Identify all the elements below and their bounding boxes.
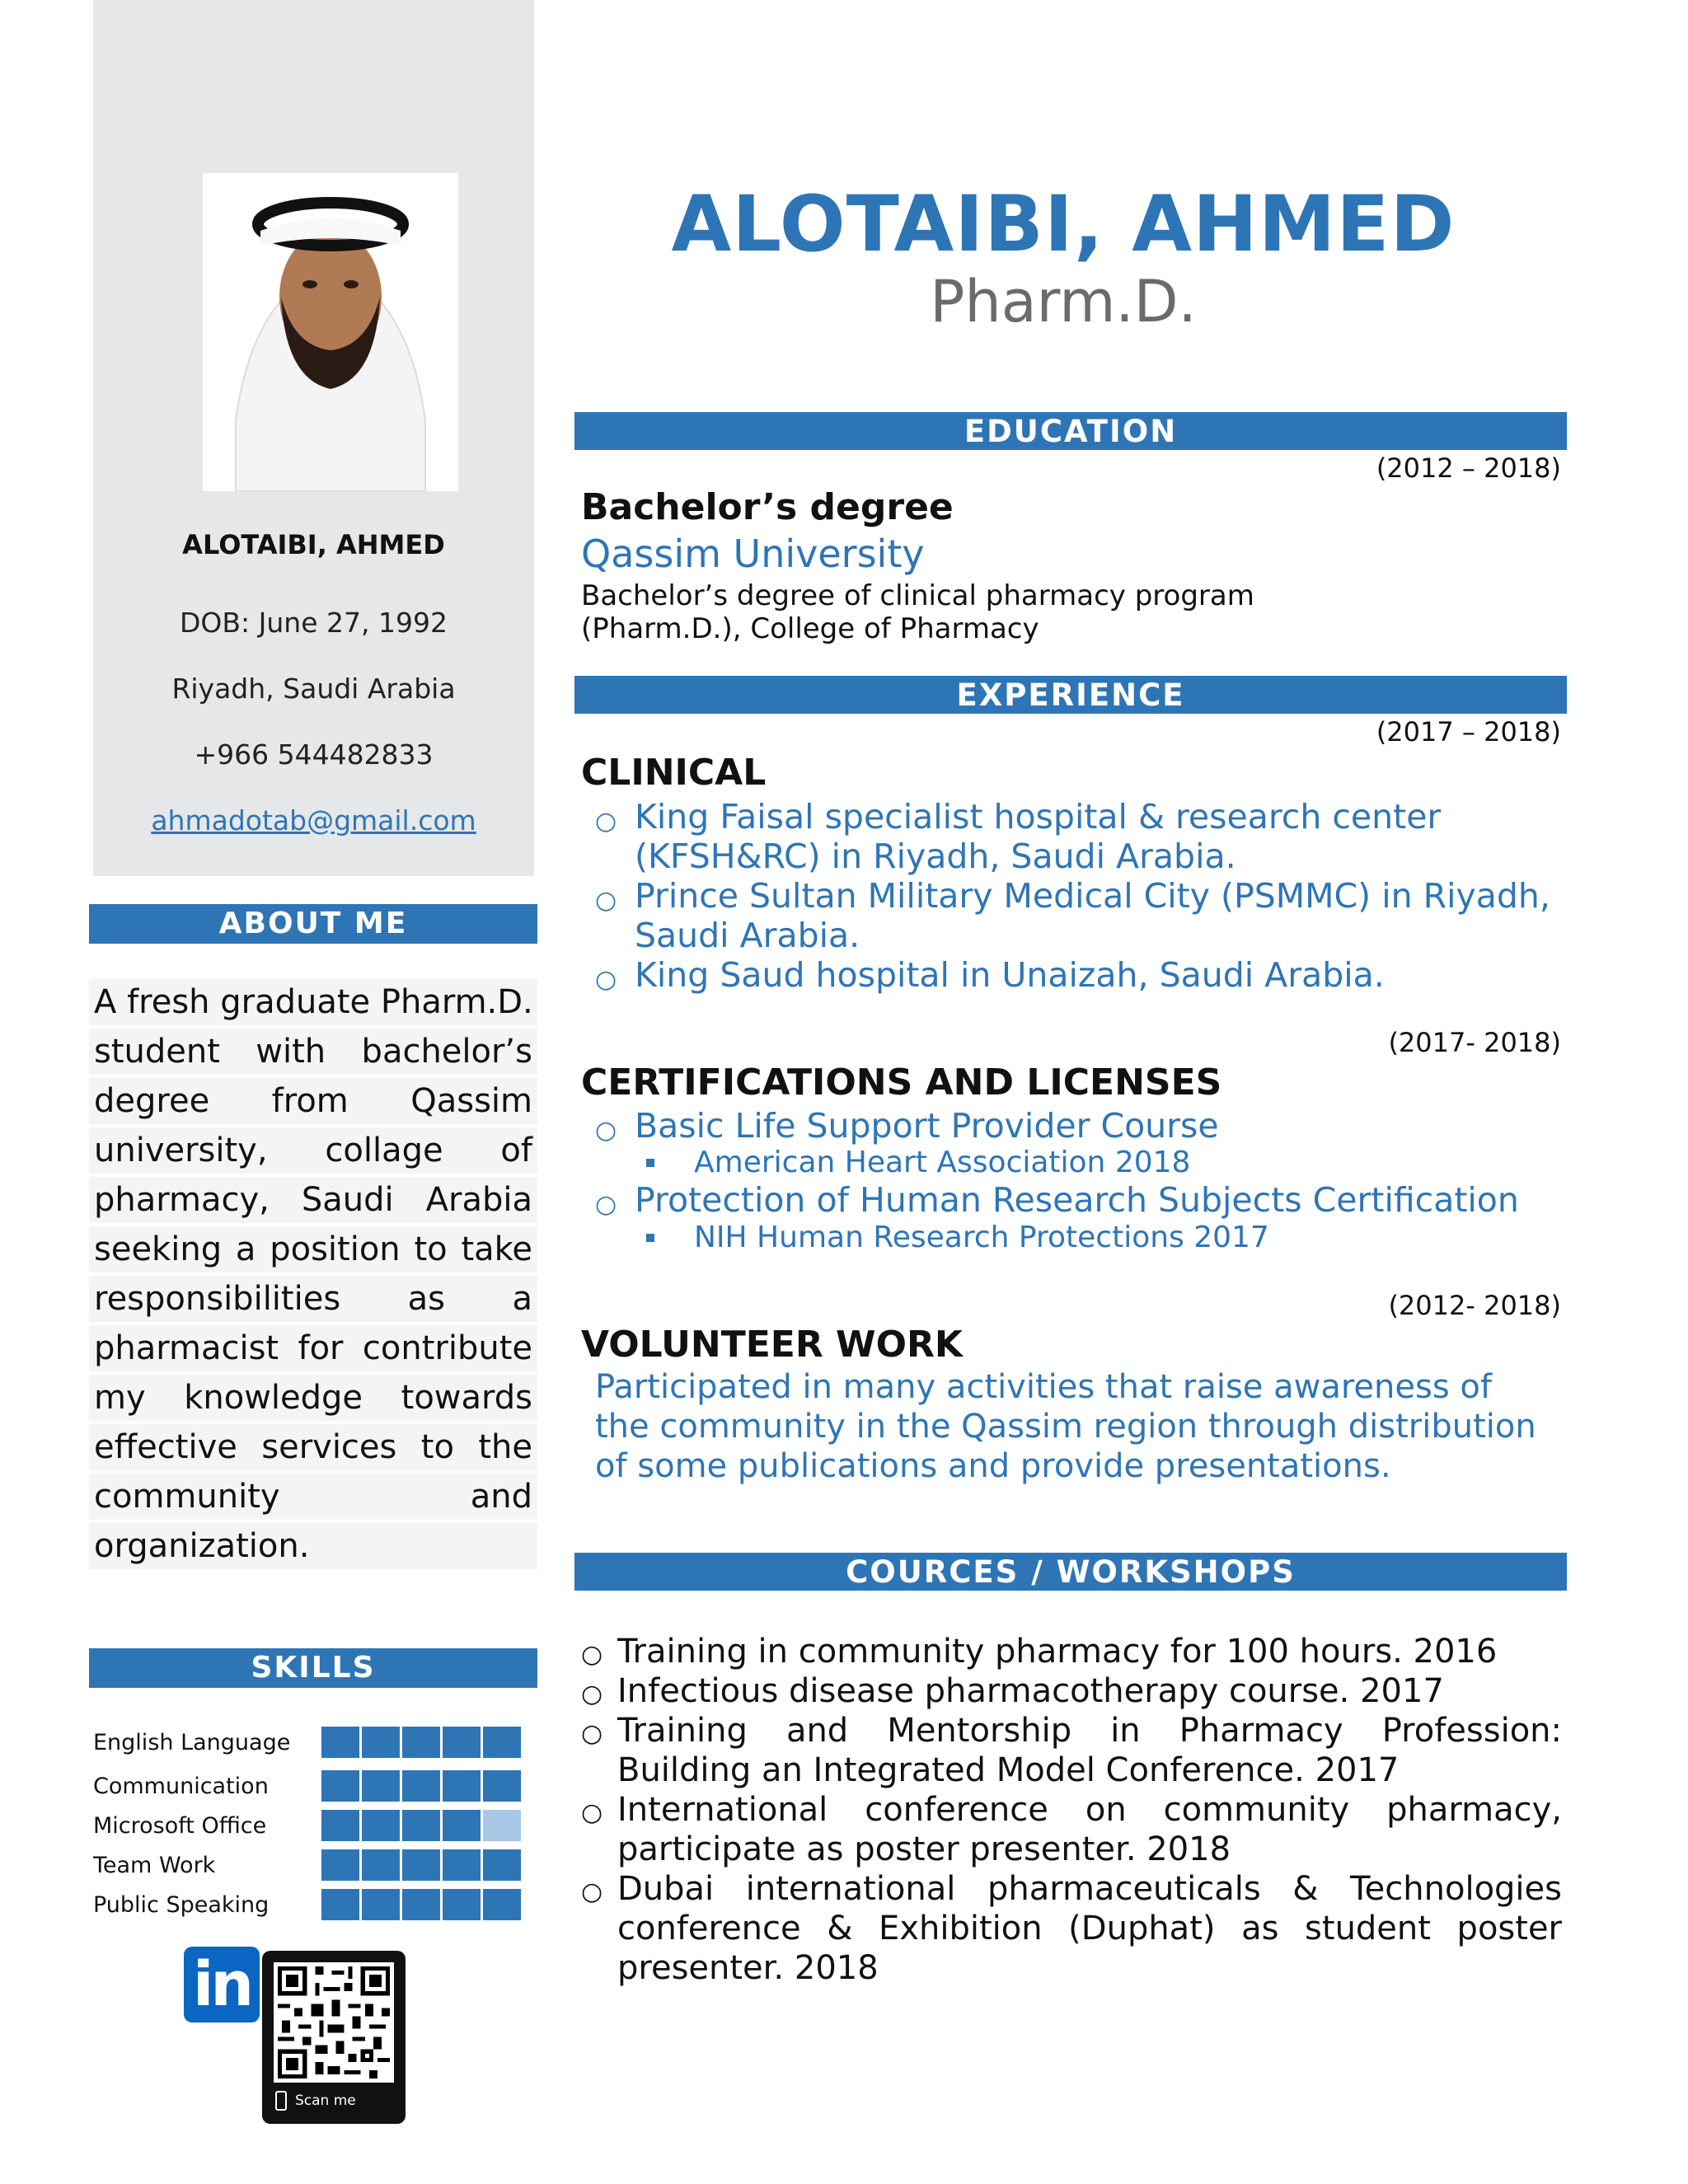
about-line: my knowledge towards xyxy=(89,1375,537,1424)
about-line: responsibilities as a xyxy=(89,1276,537,1325)
circle-bullet-icon: ○ xyxy=(595,807,617,836)
skill-level-cell xyxy=(402,1770,440,1802)
course-item: ○ Dubai international pharmaceuticals & Technologies conference & Exhibition (Duphat) as student poster presenter. 2018 xyxy=(581,1870,1562,1987)
about-line: university, collage of xyxy=(89,1127,537,1177)
skill-level-cell xyxy=(483,1810,521,1841)
clinical-title: CLINICAL xyxy=(581,752,767,794)
experience-header: EXPERIENCE xyxy=(574,676,1567,714)
course-item: ○ Infectious disease pharmacotherapy course. 2017 xyxy=(581,1671,1562,1711)
skill-level-cell xyxy=(443,1889,481,1920)
skill-level-cell xyxy=(362,1727,400,1758)
qr-caption: Scan me xyxy=(295,2093,356,2109)
skill-level-cell xyxy=(443,1727,481,1758)
about-line: A fresh graduate Pharm.D. xyxy=(89,979,537,1029)
skill-level-cell xyxy=(443,1810,481,1841)
circle-bullet-icon: ○ xyxy=(595,965,617,994)
about-line: pharmacy, Saudi Arabia xyxy=(89,1177,537,1226)
cert-title: CERTIFICATIONS AND LICENSES xyxy=(581,1062,1222,1104)
qr-code-icon xyxy=(274,1962,394,2083)
skill-row-public-speaking xyxy=(93,1889,530,1922)
skills-header: SKILLS xyxy=(89,1648,537,1688)
circle-bullet-icon: ○ xyxy=(595,1190,617,1219)
skill-level-bars xyxy=(321,1810,523,1841)
circle-bullet-icon: ○ xyxy=(581,1877,603,1906)
about-me-text xyxy=(89,979,537,1615)
email-link[interactable]: ahmadotab@gmail.com xyxy=(151,804,476,837)
skill-level-cell xyxy=(362,1849,400,1881)
about-line: community and xyxy=(89,1474,537,1523)
skill-row-microsoft-office xyxy=(93,1810,530,1843)
course-item: ○ Training and Mentorship in Pharmacy Profession: Building an Integrated Model Conference. 2017 xyxy=(581,1712,1562,1789)
skill-level-bars xyxy=(321,1889,523,1920)
about-line: organization. xyxy=(89,1523,537,1572)
circle-bullet-icon: ○ xyxy=(595,886,617,915)
skill-label: Communication xyxy=(93,1774,269,1799)
courses-header: COURCES / WORKSHOPS xyxy=(574,1553,1567,1591)
volunteer-date: (2012- 2018) xyxy=(1388,1290,1561,1321)
circle-bullet-icon: ○ xyxy=(595,1116,617,1145)
profile-photo xyxy=(203,173,458,491)
about-line: degree from Qassim xyxy=(89,1078,537,1127)
about-line: pharmacist for contribute xyxy=(89,1325,537,1375)
skill-level-cell xyxy=(362,1810,400,1841)
skill-level-cell xyxy=(362,1770,400,1802)
skill-level-cell xyxy=(443,1849,481,1881)
education-date: (2012 – 2018) xyxy=(1376,452,1561,484)
skill-level-cell xyxy=(483,1770,521,1802)
skill-level-cell xyxy=(321,1889,359,1920)
skill-level-cell xyxy=(483,1849,521,1881)
degree-desc-1: Bachelor’s degree of clinical pharmacy program xyxy=(581,579,1254,612)
circle-bullet-icon: ○ xyxy=(581,1719,603,1748)
circle-bullet-icon: ○ xyxy=(581,1640,603,1669)
skill-row-communication xyxy=(93,1770,530,1803)
skill-level-cell xyxy=(402,1849,440,1881)
linkedin-icon[interactable]: in xyxy=(184,1947,260,2022)
phone-icon xyxy=(275,2091,287,2111)
skill-level-bars xyxy=(321,1849,523,1881)
skill-level-cell xyxy=(321,1810,359,1841)
degree-desc-2: (Pharm.D.), College of Pharmacy xyxy=(581,612,1039,645)
skill-label: Microsoft Office xyxy=(93,1813,267,1839)
volunteer-line: Participated in many activities that raise awareness of xyxy=(595,1368,1492,1406)
circle-bullet-icon: ○ xyxy=(581,1798,603,1827)
square-bullet-icon xyxy=(646,1234,654,1242)
skill-label: Public Speaking xyxy=(93,1892,270,1918)
skill-level-cell xyxy=(362,1889,400,1920)
qr-code-card[interactable] xyxy=(262,1951,406,2124)
skill-row-english xyxy=(93,1727,530,1760)
skill-level-cell xyxy=(321,1849,359,1881)
email-container xyxy=(93,804,534,837)
about-me-header: ABOUT ME xyxy=(89,904,537,944)
skill-level-cell xyxy=(483,1727,521,1758)
about-line: seeking a position to take xyxy=(89,1226,537,1276)
main-title: Pharm.D. xyxy=(930,268,1197,335)
skill-level-cell xyxy=(321,1727,359,1758)
dob-text: DOB: June 27, 1992 xyxy=(180,607,448,639)
skill-level-cell xyxy=(443,1770,481,1802)
location-text: Riyadh, Saudi Arabia xyxy=(171,673,456,705)
skill-level-cell xyxy=(321,1770,359,1802)
education-header: EDUCATION xyxy=(574,412,1567,450)
skill-label: English Language xyxy=(93,1730,291,1755)
phone-text: +966 544482833 xyxy=(194,738,434,771)
volunteer-line: of some publications and provide presentations. xyxy=(595,1447,1391,1485)
skill-level-cell xyxy=(483,1889,521,1920)
university-name: Qassim University xyxy=(581,532,925,576)
skill-level-bars xyxy=(321,1770,523,1802)
about-line: student with bachelor’s xyxy=(89,1029,537,1078)
skill-level-cell xyxy=(402,1810,440,1841)
skill-level-cell xyxy=(402,1889,440,1920)
clinical-date: (2017 – 2018) xyxy=(1376,716,1561,748)
skill-row-team-work xyxy=(93,1849,530,1882)
course-item: ○ Training in community pharmacy for 100 hours. 2016 xyxy=(581,1632,1562,1671)
square-bullet-icon xyxy=(646,1159,654,1167)
course-item: ○ International conference on community pharmacy, participate as poster presenter. 2018 xyxy=(581,1791,1562,1868)
circle-bullet-icon: ○ xyxy=(581,1680,603,1708)
degree-title: Bachelor’s degree xyxy=(581,486,954,528)
main-name: ALOTAIBI, AHMED xyxy=(671,180,1456,269)
about-line: effective services to the xyxy=(89,1424,537,1474)
cert-date: (2017- 2018) xyxy=(1388,1027,1561,1058)
skill-level-bars xyxy=(321,1727,523,1758)
volunteer-line: the community in the Qassim region through distribution xyxy=(595,1408,1536,1446)
volunteer-title: VOLUNTEER WORK xyxy=(581,1324,963,1366)
skill-label: Team Work xyxy=(93,1853,216,1878)
skill-level-cell xyxy=(402,1727,440,1758)
sidebar-name: ALOTAIBI, AHMED xyxy=(182,529,445,560)
